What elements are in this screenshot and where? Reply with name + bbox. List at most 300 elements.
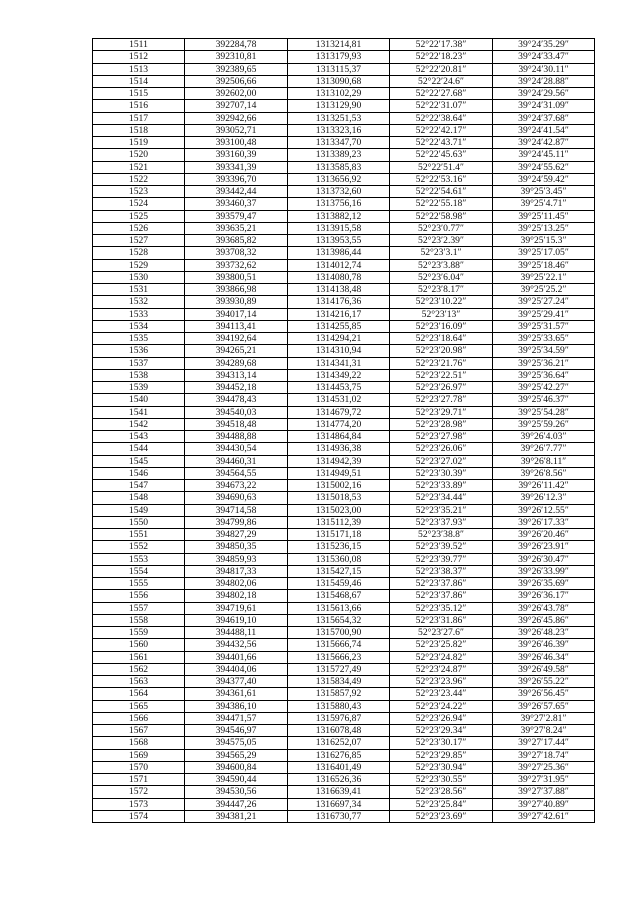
longitude-cell: 39°26′4.03″: [493, 431, 595, 443]
y-coordinate-cell: 1313347,70: [288, 137, 390, 149]
table-row: [93, 406, 595, 418]
table-row: [93, 161, 595, 173]
point-number-cell: 1523: [93, 186, 185, 198]
point-number-cell: 1555: [93, 578, 185, 590]
latitude-cell: 52°23′26.06″: [390, 443, 493, 455]
point-number-cell: 1548: [93, 492, 185, 504]
x-coordinate-cell: 393708,32: [185, 247, 288, 259]
y-coordinate-cell: 1315834,49: [288, 676, 390, 688]
x-coordinate-cell: 394113,41: [185, 320, 288, 332]
longitude-cell: 39°24′33.47″: [493, 51, 595, 63]
longitude-cell: 39°24′37.68″: [493, 112, 595, 124]
point-number-cell: 1519: [93, 137, 185, 149]
longitude-cell: 39°25′27.24″: [493, 296, 595, 308]
point-number-cell: 1528: [93, 247, 185, 259]
latitude-cell: 52°23′22.51″: [390, 369, 493, 381]
point-number-cell: 1572: [93, 786, 185, 798]
table-row: [93, 271, 595, 283]
point-number-cell: 1514: [93, 75, 185, 87]
x-coordinate-cell: 394799,86: [185, 516, 288, 528]
longitude-cell: 39°24′30.11″: [493, 63, 595, 75]
latitude-cell: 52°23′38.37″: [390, 565, 493, 577]
x-coordinate-cell: 393341,39: [185, 161, 288, 173]
y-coordinate-cell: 1313214,81: [288, 39, 390, 51]
y-coordinate-cell: 1314949,51: [288, 467, 390, 479]
x-coordinate-cell: 394690,63: [185, 492, 288, 504]
longitude-cell: 39°26′8.11″: [493, 455, 595, 467]
table-row: [93, 590, 595, 602]
longitude-cell: 39°25′17.05″: [493, 247, 595, 259]
y-coordinate-cell: 1315171,18: [288, 529, 390, 541]
point-number-cell: 1574: [93, 810, 185, 822]
latitude-cell: 52°22′17.38″: [390, 39, 493, 51]
x-coordinate-cell: 393866,98: [185, 284, 288, 296]
point-number-cell: 1546: [93, 467, 185, 479]
longitude-cell: 39°25′59.26″: [493, 418, 595, 430]
x-coordinate-cell: 394564,55: [185, 467, 288, 479]
longitude-cell: 39°27′2.81″: [493, 712, 595, 724]
latitude-cell: 52°23′30.55″: [390, 774, 493, 786]
table-row: [93, 333, 595, 345]
table-row: [93, 137, 595, 149]
table-row: [93, 504, 595, 516]
latitude-cell: 52°22′18.23″: [390, 51, 493, 63]
longitude-cell: 39°27′25.36″: [493, 761, 595, 773]
longitude-cell: 39°26′45.86″: [493, 614, 595, 626]
x-coordinate-cell: 394817,33: [185, 565, 288, 577]
point-number-cell: 1541: [93, 406, 185, 418]
table-row: [93, 418, 595, 430]
table-row: [93, 198, 595, 210]
latitude-cell: 52°22′38.64″: [390, 112, 493, 124]
longitude-cell: 39°26′46.34″: [493, 651, 595, 663]
latitude-cell: 52°23′18.64″: [390, 333, 493, 345]
latitude-cell: 52°22′43.71″: [390, 137, 493, 149]
table-row: [93, 284, 595, 296]
point-number-cell: 1553: [93, 553, 185, 565]
point-number-cell: 1560: [93, 639, 185, 651]
y-coordinate-cell: 1313090,68: [288, 75, 390, 87]
latitude-cell: 52°23′29.85″: [390, 749, 493, 761]
x-coordinate-cell: 394265,21: [185, 345, 288, 357]
point-number-cell: 1538: [93, 369, 185, 381]
longitude-cell: 39°24′31.09″: [493, 100, 595, 112]
y-coordinate-cell: 1316526,36: [288, 774, 390, 786]
table-row: [93, 480, 595, 492]
x-coordinate-cell: 392602,00: [185, 88, 288, 100]
point-number-cell: 1526: [93, 222, 185, 234]
y-coordinate-cell: 1315857,92: [288, 688, 390, 700]
y-coordinate-cell: 1314864,84: [288, 431, 390, 443]
table-row: [93, 235, 595, 247]
point-number-cell: 1564: [93, 688, 185, 700]
point-number-cell: 1559: [93, 627, 185, 639]
latitude-cell: 52°22′31.07″: [390, 100, 493, 112]
table-row: [93, 455, 595, 467]
y-coordinate-cell: 1316639,41: [288, 786, 390, 798]
table-row: [93, 737, 595, 749]
y-coordinate-cell: 1316730,77: [288, 810, 390, 822]
latitude-cell: 52°23′37.86″: [390, 578, 493, 590]
x-coordinate-cell: 394471,57: [185, 712, 288, 724]
point-number-cell: 1565: [93, 700, 185, 712]
latitude-cell: 52°23′37.93″: [390, 516, 493, 528]
x-coordinate-cell: 392310,81: [185, 51, 288, 63]
latitude-cell: 52°23′35.21″: [390, 504, 493, 516]
coordinate-table: [92, 38, 595, 823]
longitude-cell: 39°26′57.65″: [493, 700, 595, 712]
latitude-cell: 52°23′0.77″: [390, 222, 493, 234]
x-coordinate-cell: 394401,66: [185, 651, 288, 663]
y-coordinate-cell: 1315459,46: [288, 578, 390, 590]
table-row: [93, 725, 595, 737]
coordinate-table-body: [93, 39, 595, 823]
x-coordinate-cell: 394488,11: [185, 627, 288, 639]
latitude-cell: 52°22′51.4″: [390, 161, 493, 173]
table-row: [93, 565, 595, 577]
point-number-cell: 1529: [93, 259, 185, 271]
longitude-cell: 39°24′41.54″: [493, 124, 595, 136]
table-row: [93, 798, 595, 810]
x-coordinate-cell: 394719,61: [185, 602, 288, 614]
longitude-cell: 39°25′25.2″: [493, 284, 595, 296]
y-coordinate-cell: 1314936,38: [288, 443, 390, 455]
x-coordinate-cell: 394430,54: [185, 443, 288, 455]
table-row: [93, 75, 595, 87]
point-number-cell: 1569: [93, 749, 185, 761]
table-row: [93, 774, 595, 786]
longitude-cell: 39°27′8.24″: [493, 725, 595, 737]
table-row: [93, 443, 595, 455]
table-row: [93, 247, 595, 259]
x-coordinate-cell: 394017,14: [185, 308, 288, 320]
point-number-cell: 1571: [93, 774, 185, 786]
latitude-cell: 52°23′24.87″: [390, 663, 493, 675]
table-row: [93, 602, 595, 614]
table-row: [93, 431, 595, 443]
y-coordinate-cell: 1314138,48: [288, 284, 390, 296]
table-row: [93, 259, 595, 271]
table-row: [93, 810, 595, 822]
table-row: [93, 676, 595, 688]
latitude-cell: 52°23′26.94″: [390, 712, 493, 724]
point-number-cell: 1535: [93, 333, 185, 345]
latitude-cell: 52°23′13″: [390, 308, 493, 320]
point-number-cell: 1537: [93, 357, 185, 369]
x-coordinate-cell: 393160,39: [185, 149, 288, 161]
x-coordinate-cell: 394377,40: [185, 676, 288, 688]
latitude-cell: 52°23′27.02″: [390, 455, 493, 467]
table-row: [93, 639, 595, 651]
table-row: [93, 516, 595, 528]
point-number-cell: 1562: [93, 663, 185, 675]
x-coordinate-cell: 392942,66: [185, 112, 288, 124]
point-number-cell: 1521: [93, 161, 185, 173]
x-coordinate-cell: 393100,48: [185, 137, 288, 149]
point-number-cell: 1534: [93, 320, 185, 332]
x-coordinate-cell: 394540,03: [185, 406, 288, 418]
latitude-cell: 52°23′24.22″: [390, 700, 493, 712]
longitude-cell: 39°25′22.1″: [493, 271, 595, 283]
y-coordinate-cell: 1313115,37: [288, 63, 390, 75]
table-row: [93, 63, 595, 75]
longitude-cell: 39°26′12.3″: [493, 492, 595, 504]
table-row: [93, 663, 595, 675]
latitude-cell: 52°23′24.82″: [390, 651, 493, 663]
longitude-cell: 39°27′31.95″: [493, 774, 595, 786]
longitude-cell: 39°25′13.25″: [493, 222, 595, 234]
table-row: [93, 578, 595, 590]
y-coordinate-cell: 1313915,58: [288, 222, 390, 234]
table-row: [93, 320, 595, 332]
y-coordinate-cell: 1316252,07: [288, 737, 390, 749]
point-number-cell: 1547: [93, 480, 185, 492]
x-coordinate-cell: 394714,58: [185, 504, 288, 516]
y-coordinate-cell: 1314216,17: [288, 308, 390, 320]
x-coordinate-cell: 393685,82: [185, 235, 288, 247]
y-coordinate-cell: 1315654,32: [288, 614, 390, 626]
x-coordinate-cell: 394518,48: [185, 418, 288, 430]
point-number-cell: 1518: [93, 124, 185, 136]
table-row: [93, 186, 595, 198]
x-coordinate-cell: 394460,31: [185, 455, 288, 467]
y-coordinate-cell: 1313986,44: [288, 247, 390, 259]
latitude-cell: 52°23′10.22″: [390, 296, 493, 308]
table-row: [93, 222, 595, 234]
x-coordinate-cell: 394600,84: [185, 761, 288, 773]
latitude-cell: 52°23′27.6″: [390, 627, 493, 639]
y-coordinate-cell: 1315112,39: [288, 516, 390, 528]
y-coordinate-cell: 1315018,53: [288, 492, 390, 504]
latitude-cell: 52°23′30.94″: [390, 761, 493, 773]
table-row: [93, 308, 595, 320]
longitude-cell: 39°26′43.78″: [493, 602, 595, 614]
table-row: [93, 124, 595, 136]
y-coordinate-cell: 1315700,90: [288, 627, 390, 639]
y-coordinate-cell: 1313251,53: [288, 112, 390, 124]
y-coordinate-cell: 1315666,74: [288, 639, 390, 651]
table-row: [93, 149, 595, 161]
longitude-cell: 39°26′11.42″: [493, 480, 595, 492]
longitude-cell: 39°26′7.77″: [493, 443, 595, 455]
x-coordinate-cell: 393460,37: [185, 198, 288, 210]
latitude-cell: 52°23′39.77″: [390, 553, 493, 565]
x-coordinate-cell: 394313,14: [185, 369, 288, 381]
point-number-cell: 1556: [93, 590, 185, 602]
table-row: [93, 51, 595, 63]
table-row: [93, 688, 595, 700]
x-coordinate-cell: 392707,14: [185, 100, 288, 112]
x-coordinate-cell: 394673,22: [185, 480, 288, 492]
y-coordinate-cell: 1314310,94: [288, 345, 390, 357]
longitude-cell: 39°24′28.88″: [493, 75, 595, 87]
latitude-cell: 52°22′55.18″: [390, 198, 493, 210]
longitude-cell: 39°26′49.58″: [493, 663, 595, 675]
y-coordinate-cell: 1315002,16: [288, 480, 390, 492]
longitude-cell: 39°26′56.45″: [493, 688, 595, 700]
longitude-cell: 39°27′37.88″: [493, 786, 595, 798]
point-number-cell: 1551: [93, 529, 185, 541]
latitude-cell: 52°23′27.98″: [390, 431, 493, 443]
x-coordinate-cell: 393732,62: [185, 259, 288, 271]
latitude-cell: 52°23′26.97″: [390, 382, 493, 394]
point-number-cell: 1570: [93, 761, 185, 773]
y-coordinate-cell: 1315023,00: [288, 504, 390, 516]
x-coordinate-cell: 392389,65: [185, 63, 288, 75]
y-coordinate-cell: 1315360,08: [288, 553, 390, 565]
latitude-cell: 52°23′33.89″: [390, 480, 493, 492]
latitude-cell: 52°23′6.04″: [390, 271, 493, 283]
table-row: [93, 88, 595, 100]
y-coordinate-cell: 1314255,85: [288, 320, 390, 332]
x-coordinate-cell: 392284,78: [185, 39, 288, 51]
longitude-cell: 39°25′33.65″: [493, 333, 595, 345]
longitude-cell: 39°26′35.69″: [493, 578, 595, 590]
point-number-cell: 1573: [93, 798, 185, 810]
table-row: [93, 529, 595, 541]
longitude-cell: 39°26′30.47″: [493, 553, 595, 565]
point-number-cell: 1554: [93, 565, 185, 577]
longitude-cell: 39°26′36.17″: [493, 590, 595, 602]
point-number-cell: 1522: [93, 173, 185, 185]
latitude-cell: 52°22′42.17″: [390, 124, 493, 136]
y-coordinate-cell: 1316078,48: [288, 725, 390, 737]
x-coordinate-cell: 394850,35: [185, 541, 288, 553]
x-coordinate-cell: 394590,44: [185, 774, 288, 786]
latitude-cell: 52°23′16.09″: [390, 320, 493, 332]
y-coordinate-cell: 1315976,87: [288, 712, 390, 724]
latitude-cell: 52°23′20.98″: [390, 345, 493, 357]
y-coordinate-cell: 1313953,55: [288, 235, 390, 247]
y-coordinate-cell: 1315468,67: [288, 590, 390, 602]
table-row: [93, 467, 595, 479]
y-coordinate-cell: 1313389,23: [288, 149, 390, 161]
latitude-cell: 52°23′29.34″: [390, 725, 493, 737]
point-number-cell: 1525: [93, 210, 185, 222]
y-coordinate-cell: 1316401,49: [288, 761, 390, 773]
latitude-cell: 52°23′3.1″: [390, 247, 493, 259]
longitude-cell: 39°27′17.44″: [493, 737, 595, 749]
table-row: [93, 394, 595, 406]
y-coordinate-cell: 1313179,93: [288, 51, 390, 63]
longitude-cell: 39°25′15.3″: [493, 235, 595, 247]
x-coordinate-cell: 394404,06: [185, 663, 288, 675]
y-coordinate-cell: 1313756,16: [288, 198, 390, 210]
x-coordinate-cell: 394546,97: [185, 725, 288, 737]
point-number-cell: 1512: [93, 51, 185, 63]
y-coordinate-cell: 1314341,31: [288, 357, 390, 369]
longitude-cell: 39°25′34.59″: [493, 345, 595, 357]
longitude-cell: 39°26′48.23″: [493, 627, 595, 639]
x-coordinate-cell: 394447,26: [185, 798, 288, 810]
point-number-cell: 1536: [93, 345, 185, 357]
x-coordinate-cell: 392506,66: [185, 75, 288, 87]
latitude-cell: 52°23′21.76″: [390, 357, 493, 369]
point-number-cell: 1527: [93, 235, 185, 247]
point-number-cell: 1561: [93, 651, 185, 663]
latitude-cell: 52°23′8.17″: [390, 284, 493, 296]
latitude-cell: 52°23′23.69″: [390, 810, 493, 822]
y-coordinate-cell: 1313323,16: [288, 124, 390, 136]
y-coordinate-cell: 1313882,12: [288, 210, 390, 222]
y-coordinate-cell: 1313102,29: [288, 88, 390, 100]
longitude-cell: 39°26′17.33″: [493, 516, 595, 528]
point-number-cell: 1517: [93, 112, 185, 124]
latitude-cell: 52°23′38.8″: [390, 529, 493, 541]
table-row: [93, 700, 595, 712]
x-coordinate-cell: 394575,05: [185, 737, 288, 749]
longitude-cell: 39°25′31.57″: [493, 320, 595, 332]
x-coordinate-cell: 394289,68: [185, 357, 288, 369]
y-coordinate-cell: 1315613,66: [288, 602, 390, 614]
latitude-cell: 52°22′53.16″: [390, 173, 493, 185]
table-row: [93, 173, 595, 185]
x-coordinate-cell: 394619,10: [185, 614, 288, 626]
x-coordinate-cell: 394802,18: [185, 590, 288, 602]
point-number-cell: 1557: [93, 602, 185, 614]
table-row: [93, 112, 595, 124]
latitude-cell: 52°22′20.81″: [390, 63, 493, 75]
y-coordinate-cell: 1314453,75: [288, 382, 390, 394]
point-number-cell: 1544: [93, 443, 185, 455]
table-row: [93, 614, 595, 626]
longitude-cell: 39°26′23.91″: [493, 541, 595, 553]
longitude-cell: 39°25′36.21″: [493, 357, 595, 369]
y-coordinate-cell: 1314012,74: [288, 259, 390, 271]
y-coordinate-cell: 1313732,60: [288, 186, 390, 198]
point-number-cell: 1563: [93, 676, 185, 688]
latitude-cell: 52°22′27.68″: [390, 88, 493, 100]
x-coordinate-cell: 393635,21: [185, 222, 288, 234]
point-number-cell: 1516: [93, 100, 185, 112]
point-number-cell: 1542: [93, 418, 185, 430]
latitude-cell: 52°23′27.78″: [390, 394, 493, 406]
table-row: [93, 786, 595, 798]
longitude-cell: 39°25′18.46″: [493, 259, 595, 271]
latitude-cell: 52°23′31.86″: [390, 614, 493, 626]
latitude-cell: 52°23′23.96″: [390, 676, 493, 688]
latitude-cell: 52°22′54.61″: [390, 186, 493, 198]
y-coordinate-cell: 1314942,39: [288, 455, 390, 467]
point-number-cell: 1552: [93, 541, 185, 553]
y-coordinate-cell: 1313656,92: [288, 173, 390, 185]
x-coordinate-cell: 394859,93: [185, 553, 288, 565]
table-row: [93, 712, 595, 724]
x-coordinate-cell: 394192,64: [185, 333, 288, 345]
x-coordinate-cell: 394478,43: [185, 394, 288, 406]
y-coordinate-cell: 1314349,22: [288, 369, 390, 381]
latitude-cell: 52°23′29.71″: [390, 406, 493, 418]
latitude-cell: 52°23′30.17″: [390, 737, 493, 749]
longitude-cell: 39°24′29.56″: [493, 88, 595, 100]
point-number-cell: 1549: [93, 504, 185, 516]
longitude-cell: 39°25′46.37″: [493, 394, 595, 406]
y-coordinate-cell: 1316276,85: [288, 749, 390, 761]
table-row: [93, 210, 595, 222]
longitude-cell: 39°25′3.45″: [493, 186, 595, 198]
longitude-cell: 39°25′11.45″: [493, 210, 595, 222]
longitude-cell: 39°25′29.41″: [493, 308, 595, 320]
table-row: [93, 369, 595, 381]
y-coordinate-cell: 1315727,49: [288, 663, 390, 675]
longitude-cell: 39°26′33.99″: [493, 565, 595, 577]
x-coordinate-cell: 393930,89: [185, 296, 288, 308]
table-row: [93, 357, 595, 369]
y-coordinate-cell: 1314080,78: [288, 271, 390, 283]
longitude-cell: 39°26′12.55″: [493, 504, 595, 516]
y-coordinate-cell: 1315666,23: [288, 651, 390, 663]
point-number-cell: 1515: [93, 88, 185, 100]
